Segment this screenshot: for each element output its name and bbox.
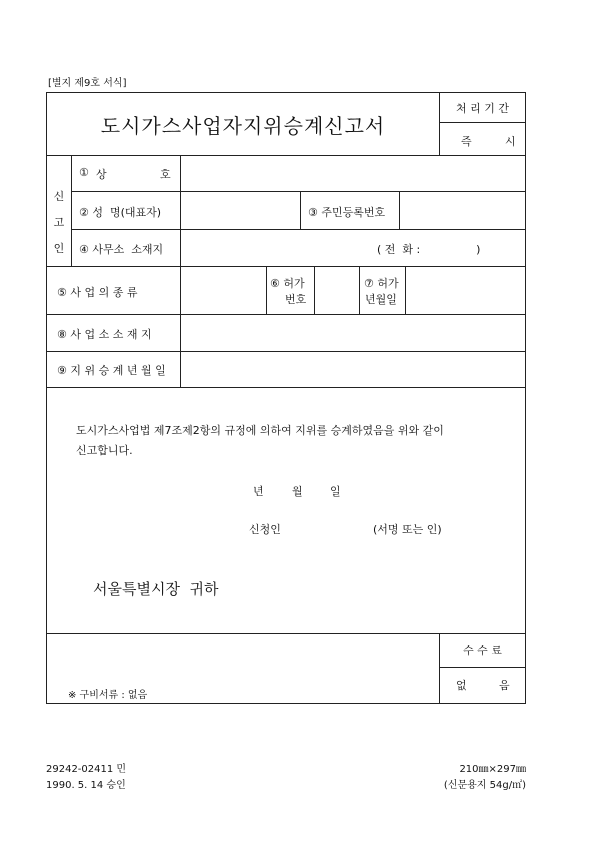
resident-number-label: ③ 주민등록번호 [308, 206, 386, 219]
paper-size: 210㎜×297㎜ [459, 764, 526, 775]
date-month-label: 월 [292, 485, 303, 498]
permit-date-label: ⑦ 허가 [364, 277, 399, 290]
business-location-field[interactable] [182, 316, 524, 349]
trade-name-number: ① [79, 166, 89, 179]
form-title: 도시가스사업자지위승계신고서 [100, 114, 386, 138]
date-year-label: 년 [253, 485, 264, 498]
approval-date: 1990. 5. 14 승인 [46, 780, 126, 791]
declaration-text-line-2: 신고합니다. [76, 444, 133, 457]
form-code: 29242-02411 민 [46, 764, 127, 775]
recipient-label: 서울특별시장 귀하 [93, 580, 219, 598]
permit-number-field[interactable] [316, 268, 357, 312]
succession-date-label: ⑨ 지 위 승 계 년 월 일 [57, 364, 166, 377]
reporter-label-char-3: 인 [53, 242, 65, 255]
form-number-label: [별지 제9호 서식] [48, 78, 127, 89]
resident-number-field[interactable] [401, 193, 524, 227]
reporter-label [51, 184, 67, 262]
permit-date-field[interactable] [407, 268, 524, 312]
phone-label: ( 전 화 : ) [377, 243, 481, 256]
permit-number-label-2: 번호 [285, 293, 307, 306]
permit-date-label-2: 년월일 [365, 293, 397, 306]
processing-period-label: 처 리 기 간 [456, 102, 509, 115]
date-day-label: 일 [330, 485, 341, 498]
signature-label: (서명 또는 인) [373, 523, 442, 536]
applicant-signature-field[interactable] [290, 516, 368, 536]
office-address-label: ④ 사무소 소재지 [79, 243, 164, 256]
applicant-label: 신청인 [249, 523, 281, 536]
trade-name-label-b: 호 [160, 168, 171, 181]
office-address-field[interactable] [182, 231, 372, 264]
processing-period-value-left: 즉 [461, 135, 472, 148]
declaration-text-line-1: 도시가스사업법 제7조제2항의 규정에 의하여 지위를 승계하였음을 위와 같이 [76, 424, 444, 437]
name-label: ② 성 명(대표자) [79, 206, 162, 219]
trade-name-label-a: 상 [96, 168, 107, 181]
fee-value-left: 없 [456, 679, 467, 692]
required-documents-note: ※ 구비서류 : 없음 [68, 690, 148, 701]
paper-type: (신문용지 54g/㎡) [443, 780, 526, 791]
permit-number-label: ⑥ 허가 [270, 277, 305, 290]
reporter-label-char-2: 고 [53, 216, 65, 229]
fee-label: 수 수 료 [463, 644, 502, 657]
fee-value-right: 음 [499, 679, 510, 692]
reporter-label-char-1: 신 [53, 190, 65, 203]
name-field[interactable] [182, 193, 298, 227]
succession-date-field[interactable] [182, 353, 524, 385]
business-type-label: ⑤ 사 업 의 종 류 [57, 286, 138, 299]
trade-name-field[interactable] [182, 157, 524, 189]
business-type-field[interactable] [182, 268, 264, 312]
processing-period-value-right: 시 [505, 135, 516, 148]
business-location-label: ⑧ 사 업 소 소 재 지 [57, 328, 152, 341]
